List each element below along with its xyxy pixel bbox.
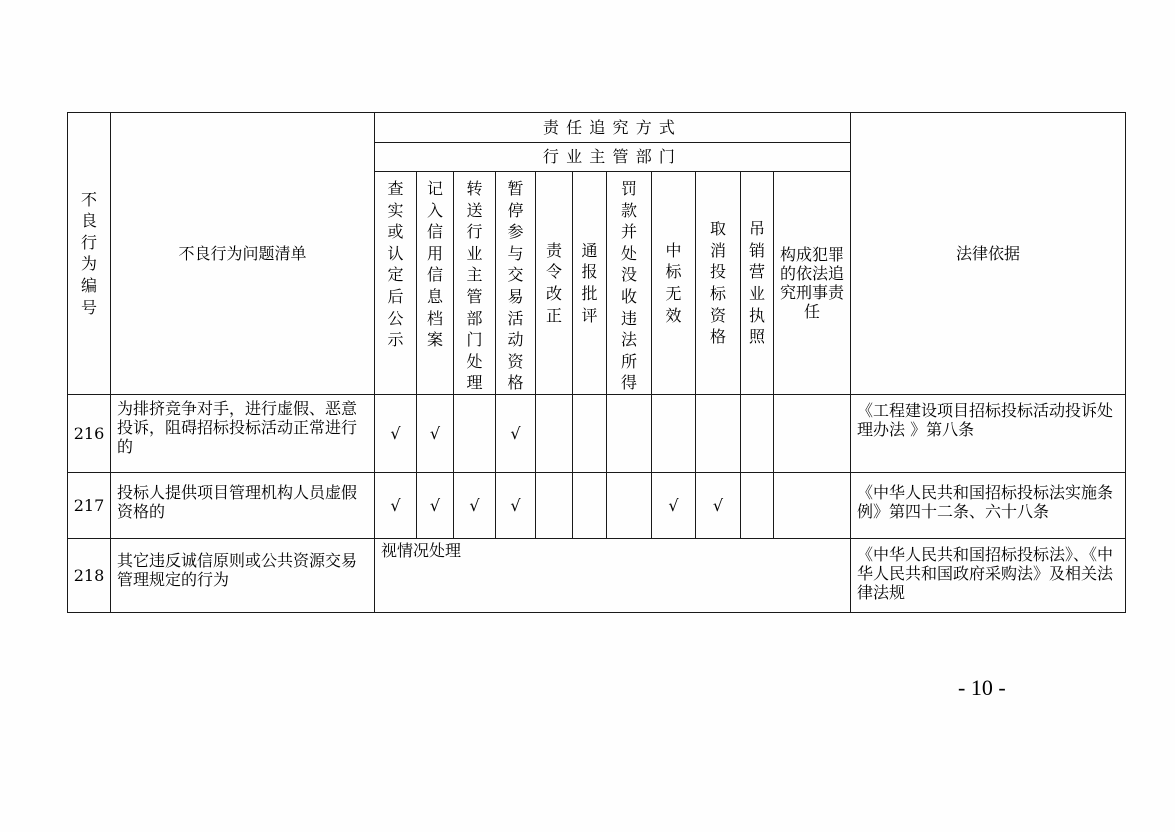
check-cell: √ [652,472,696,538]
check-cell [573,394,607,472]
row-description: 为排挤竞争对手，进行虚假、恶意投诉，阻碍招标投标活动正常进行的 [111,394,375,472]
check-cell: √ [696,472,741,538]
row-handling: 视情况处理 [375,538,851,612]
check-cell [536,472,573,538]
header-col-disqualify: 取消投标资格 [696,172,741,395]
header-col-criminal: 构成犯罪的依法追究刑事责任 [774,172,851,395]
check-cell: √ [454,472,496,538]
header-col-transfer: 转送行业主管部门处理 [454,172,496,395]
header-col-suspend: 暂停参与交易活动资格 [496,172,536,395]
table-row [68,472,1126,538]
check-cell [741,394,774,472]
header-law: 法律依据 [851,113,1126,395]
header-col-correct: 责令改正 [536,172,573,395]
header-col-criticize: 通报批评 [573,172,607,395]
criminal-cell [774,394,851,472]
check-cell: √ [496,394,536,472]
row-law-basis: 《中华人民共和国招标投标法实施条例》第四十二条、六十八条 [851,472,1126,538]
check-cell: √ [417,472,454,538]
check-cell: √ [417,394,454,472]
check-cell [741,472,774,538]
check-cell [607,394,652,472]
check-cell [607,472,652,538]
header-col-revoke-license: 吊销营业执照 [741,172,774,395]
row-law-basis: 《工程建设项目招标投标活动投诉处理办法 》第八条 [851,394,1126,472]
header-col-bid-invalid: 中标无效 [652,172,696,395]
check-cell [536,394,573,472]
check-cell: √ [375,394,417,472]
row-description: 投标人提供项目管理机构人员虚假资格的 [111,472,375,538]
check-cell [573,472,607,538]
check-cell [696,394,741,472]
header-id: 不良行为编号 [68,113,111,395]
table-row [68,394,1126,472]
row-id: 217 [68,472,111,538]
row-description: 其它违反诚信原则或公共资源交易管理规定的行为 [111,538,375,612]
header-department-group: 行业主管部门 [375,143,851,172]
header-list: 不良行为问题清单 [111,113,375,395]
check-cell [454,394,496,472]
header-col-credit-record: 记入信用信息档案 [417,172,454,395]
check-cell: √ [375,472,417,538]
row-id: 216 [68,394,111,472]
check-cell: √ [496,472,536,538]
row-law-basis: 《中华人民共和国招标投标法》、《中华人民共和国政府采购法》及相关法律法规 [851,538,1126,612]
responsibility-table [67,112,1126,613]
criminal-cell [774,472,851,538]
header-col-fine: 罚款并处没收违法所得 [607,172,652,395]
table-row [68,538,1126,612]
header-col-publicize: 查实或认定后公示 [375,172,417,395]
check-cell [652,394,696,472]
header-responsibility-group: 责任追究方式 [375,113,851,143]
page-number: - 10 - [958,675,1006,700]
row-id: 218 [68,538,111,612]
